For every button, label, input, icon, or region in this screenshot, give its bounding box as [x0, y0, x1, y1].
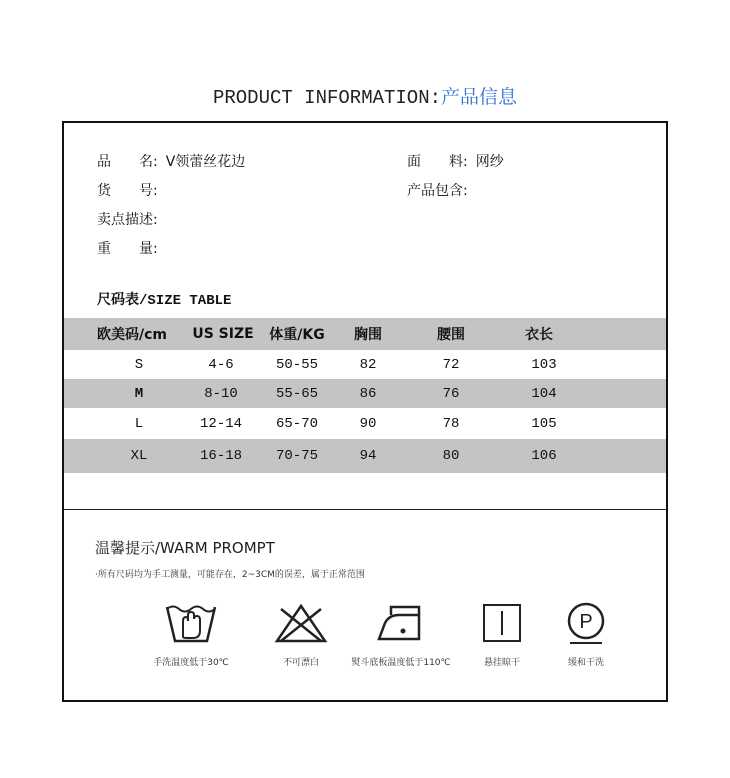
table-cell: 103 — [531, 356, 557, 373]
care-label: 悬挂晾干 — [483, 658, 520, 668]
table-row — [64, 350, 666, 379]
column-header: 衣长 — [525, 327, 553, 343]
table-cell: 8-10 — [204, 385, 238, 402]
warm-prompt-title: 温馨提示/WARM PROMPT — [95, 539, 275, 557]
table-cell: 72 — [442, 356, 460, 373]
size-table — [64, 318, 666, 473]
care-item-hand-wash — [141, 601, 241, 668]
product-name-label: 品 名: — [97, 154, 158, 170]
table-cell: 55-65 — [275, 385, 318, 402]
iron-low-icon — [373, 601, 429, 645]
table-cell: 70-75 — [275, 448, 318, 464]
care-item-dry-clean — [536, 601, 636, 668]
care-item-iron — [351, 601, 451, 668]
page-title — [0, 82, 730, 109]
table-cell: 105 — [531, 415, 557, 432]
column-header: US SIZE — [192, 326, 254, 342]
fabric-label: 面 料: — [407, 154, 468, 170]
item-number-label: 货 号: — [97, 183, 158, 199]
table-cell: 50-55 — [275, 356, 318, 373]
table-cell: 90 — [359, 415, 377, 432]
table-row — [64, 408, 666, 439]
table-header-row — [64, 318, 666, 350]
care-label: 熨斗底板温度低于110℃ — [351, 658, 451, 668]
table-cell: 94 — [359, 448, 377, 464]
selling-points-label: 卖点描述: — [97, 212, 158, 228]
title-cn: 产品信息 — [441, 86, 518, 108]
column-header: 体重/KG — [269, 327, 325, 343]
package-contents-label: 产品包含: — [407, 183, 468, 199]
product-name-value: V领蕾丝花边 — [165, 154, 246, 170]
table-cell: 76 — [442, 385, 460, 402]
table-cell: 4-6 — [208, 356, 234, 373]
care-label: 缓和干洗 — [567, 658, 604, 668]
table-cell: 16-18 — [199, 448, 242, 464]
dry-clean-p-icon — [558, 601, 614, 645]
product-name — [97, 151, 245, 171]
fabric — [407, 151, 504, 171]
svg-text:P: P — [579, 611, 593, 633]
table-cell: 12-14 — [199, 415, 242, 432]
hang-dry-icon — [474, 601, 530, 645]
care-label: 不可漂白 — [282, 658, 319, 668]
table-cell: XL — [130, 448, 148, 464]
column-header: 腰围 — [437, 327, 465, 343]
care-label: 手洗温度低于30℃ — [153, 658, 229, 668]
table-cell: 86 — [359, 385, 377, 402]
fabric-value: 网纱 — [475, 154, 504, 170]
care-item-no-bleach — [251, 601, 351, 668]
column-header: 胸围 — [354, 327, 382, 343]
no-bleach-icon — [273, 601, 329, 645]
table-cell: L — [134, 415, 144, 432]
table-cell: 106 — [531, 448, 557, 464]
size-table-heading: 尺码表/SIZE TABLE — [97, 293, 232, 309]
table-cell: 104 — [531, 385, 557, 402]
table-cell: 80 — [442, 448, 460, 464]
product-info-frame — [62, 121, 668, 702]
table-row — [64, 379, 666, 408]
column-header: 欧美码/cm — [97, 327, 167, 343]
table-cell: 82 — [359, 356, 377, 373]
section-divider — [64, 509, 666, 510]
table-cell: 65-70 — [275, 415, 318, 432]
title-en: PRODUCT INFORMATION: — [212, 87, 442, 109]
table-row — [64, 439, 666, 473]
measurement-note: ·所有尺码均为手工测量，可能存在，2~3CM的误差，属于正常范围 — [95, 570, 365, 580]
table-cell: M — [134, 385, 144, 402]
hand-wash-icon — [163, 601, 219, 645]
weight-label: 重 量: — [97, 241, 158, 257]
table-cell: 78 — [442, 415, 460, 432]
table-cell: S — [134, 356, 144, 373]
